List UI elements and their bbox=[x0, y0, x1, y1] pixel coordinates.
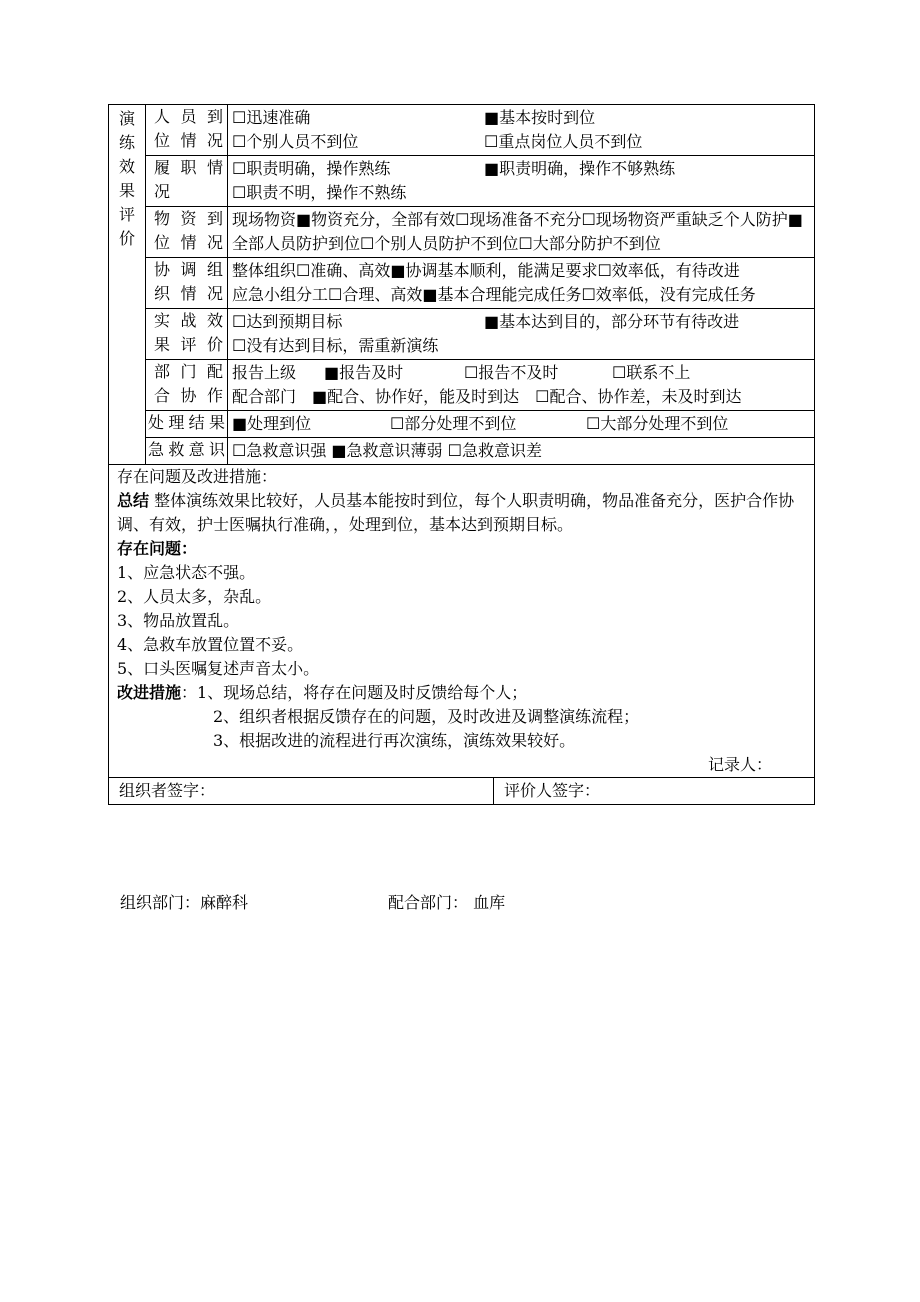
option-report-timely[interactable]: ■报告及时 bbox=[324, 363, 404, 382]
label-firstaid: 急救意识 bbox=[146, 438, 228, 465]
measure-item: ：1、现场总结，将存在问题及时反馈给每个人； bbox=[181, 683, 528, 702]
option-basically-on-time[interactable]: ■基本按时到位 bbox=[484, 108, 596, 127]
problem-item: 2、人员太多，杂乱。 bbox=[117, 587, 272, 606]
content-combat bbox=[228, 309, 815, 360]
firstaid-options: ☐急救意识强 ■急救意识薄弱 ☐急救意识差 bbox=[232, 441, 542, 460]
measures-first bbox=[117, 681, 810, 705]
problem-item: 1、应急状态不强。 bbox=[117, 563, 256, 582]
row-handling bbox=[109, 411, 815, 438]
organizing-department: 组织部门：麻醉科 bbox=[120, 893, 249, 912]
category-char: 练 bbox=[118, 133, 135, 152]
summary-cell bbox=[109, 465, 815, 778]
category-cell bbox=[109, 105, 146, 465]
label-duty: 履职情 况 bbox=[146, 156, 228, 207]
option-handled[interactable]: ■处理到位 bbox=[232, 414, 312, 433]
coordination-team-text: 应急小组分工☐合理、高效■基本合理能完成任务☐效率低，没有完成任务 bbox=[232, 285, 756, 304]
organizer-signature-field[interactable]: 组织者签字： bbox=[109, 778, 494, 805]
option-duty-clear-unskilled[interactable]: ■职责明确，操作不够熟练 bbox=[484, 159, 676, 178]
option-duty-clear-skilled[interactable]: ☐职责明确，操作熟练 bbox=[232, 159, 391, 178]
option-partly-handled[interactable]: ☐部分处理不到位 bbox=[390, 414, 517, 433]
option-target-missed[interactable]: ☐没有达到目标，需重新演练 bbox=[232, 336, 439, 355]
problem-item: 5、口头医嘱复述声音太小。 bbox=[117, 659, 320, 678]
category-char: 果 bbox=[118, 181, 135, 200]
row-signatures bbox=[109, 778, 815, 805]
row-department bbox=[109, 360, 815, 411]
problem-item: 4、急救车放置位置不妥。 bbox=[117, 635, 304, 654]
row-materials bbox=[109, 207, 815, 258]
content-duty bbox=[228, 156, 815, 207]
summary-heading: 存在问题及改进措施： bbox=[117, 467, 278, 486]
row-personnel bbox=[109, 105, 815, 156]
option-mostly-unhandled[interactable]: ☐大部分处理不到位 bbox=[586, 414, 729, 433]
evaluator-signature-field[interactable]: 评价人签字： bbox=[494, 778, 815, 805]
label-combat: 实战效 果评价 bbox=[146, 309, 228, 360]
category-char: 演 bbox=[118, 109, 135, 128]
measure-item: 3、根据改进的流程进行再次演练，演练效果较好。 bbox=[213, 731, 576, 750]
content-materials bbox=[228, 207, 815, 258]
option-report-late[interactable]: ☐报告不及时 bbox=[464, 363, 559, 382]
measures-label: 改进措施 bbox=[117, 683, 182, 702]
option-target-reached[interactable]: ☐达到预期目标 bbox=[232, 312, 343, 331]
option-some-absent[interactable]: ☐个别人员不到位 bbox=[232, 132, 359, 151]
option-key-absent[interactable]: ☐重点岗位人员不到位 bbox=[484, 132, 643, 151]
problem-item: 3、物品放置乱。 bbox=[117, 611, 240, 630]
evaluation-table bbox=[108, 104, 815, 778]
summary-total bbox=[117, 489, 810, 537]
coordination-overall-text: 整体组织☐准确、高效■协调基本顺利，能满足要求☐效率低，有待改进 bbox=[232, 261, 740, 280]
option-fast-accurate[interactable]: ☐迅速准确 bbox=[232, 108, 311, 127]
label-handling: 处理结果 bbox=[146, 411, 228, 438]
row-firstaid bbox=[109, 438, 815, 465]
measure-item: 2、组织者根据反馈存在的问题，及时改进及调整演练流程； bbox=[213, 707, 640, 726]
category-char: 价 bbox=[118, 229, 135, 248]
signature-table bbox=[108, 777, 815, 805]
content-handling bbox=[228, 411, 815, 438]
row-summary bbox=[109, 465, 815, 778]
content-personnel bbox=[228, 105, 815, 156]
category-char: 评 bbox=[118, 205, 135, 224]
content-firstaid bbox=[228, 438, 815, 465]
row-duty bbox=[109, 156, 815, 207]
recorder-label: 记录人： bbox=[707, 755, 772, 774]
content-coordination bbox=[228, 258, 815, 309]
option-duty-unclear[interactable]: ☐职责不明，操作不熟练 bbox=[232, 183, 407, 202]
report-superior-label: 报告上级 bbox=[232, 363, 297, 382]
row-combat bbox=[109, 309, 815, 360]
option-no-contact[interactable]: ☐联系不上 bbox=[612, 363, 691, 382]
cooperation-text: 配合部门 ■配合、协作好，能及时到达 ☐配合、协作差，未及时到达 bbox=[232, 387, 742, 406]
label-department: 部门配 合协作 bbox=[146, 360, 228, 411]
label-materials: 物资到 位情况 bbox=[146, 207, 228, 258]
total-label: 总结 bbox=[117, 491, 150, 510]
category-char: 效 bbox=[118, 157, 135, 176]
drill-evaluation-form bbox=[108, 104, 814, 805]
problems-label: 存在问题： bbox=[117, 539, 198, 558]
label-personnel: 人员到 位情况 bbox=[146, 105, 228, 156]
label-coordination: 协调组 织情况 bbox=[146, 258, 228, 309]
footer bbox=[120, 891, 506, 915]
option-basically-reached[interactable]: ■基本达到目的，部分环节有待改进 bbox=[484, 312, 740, 331]
total-text: 整体演练效果比较好，人员基本能按时到位，每个人职责明确，物品准备充分，医护合作协调、有效，护士医嘱执行准确，，处理到位，基本达到预期目标。 bbox=[117, 491, 795, 534]
materials-text: 现场物资■物资充分，全部有效☐现场准备不充分☐现场物资严重缺乏个人防护■全部人员防护到位☐个别人员防护不到位☐大部分防护不到位 bbox=[232, 210, 803, 253]
content-department bbox=[228, 360, 815, 411]
row-coordination bbox=[109, 258, 815, 309]
cooperating-department: 配合部门： 血库 bbox=[388, 893, 506, 912]
